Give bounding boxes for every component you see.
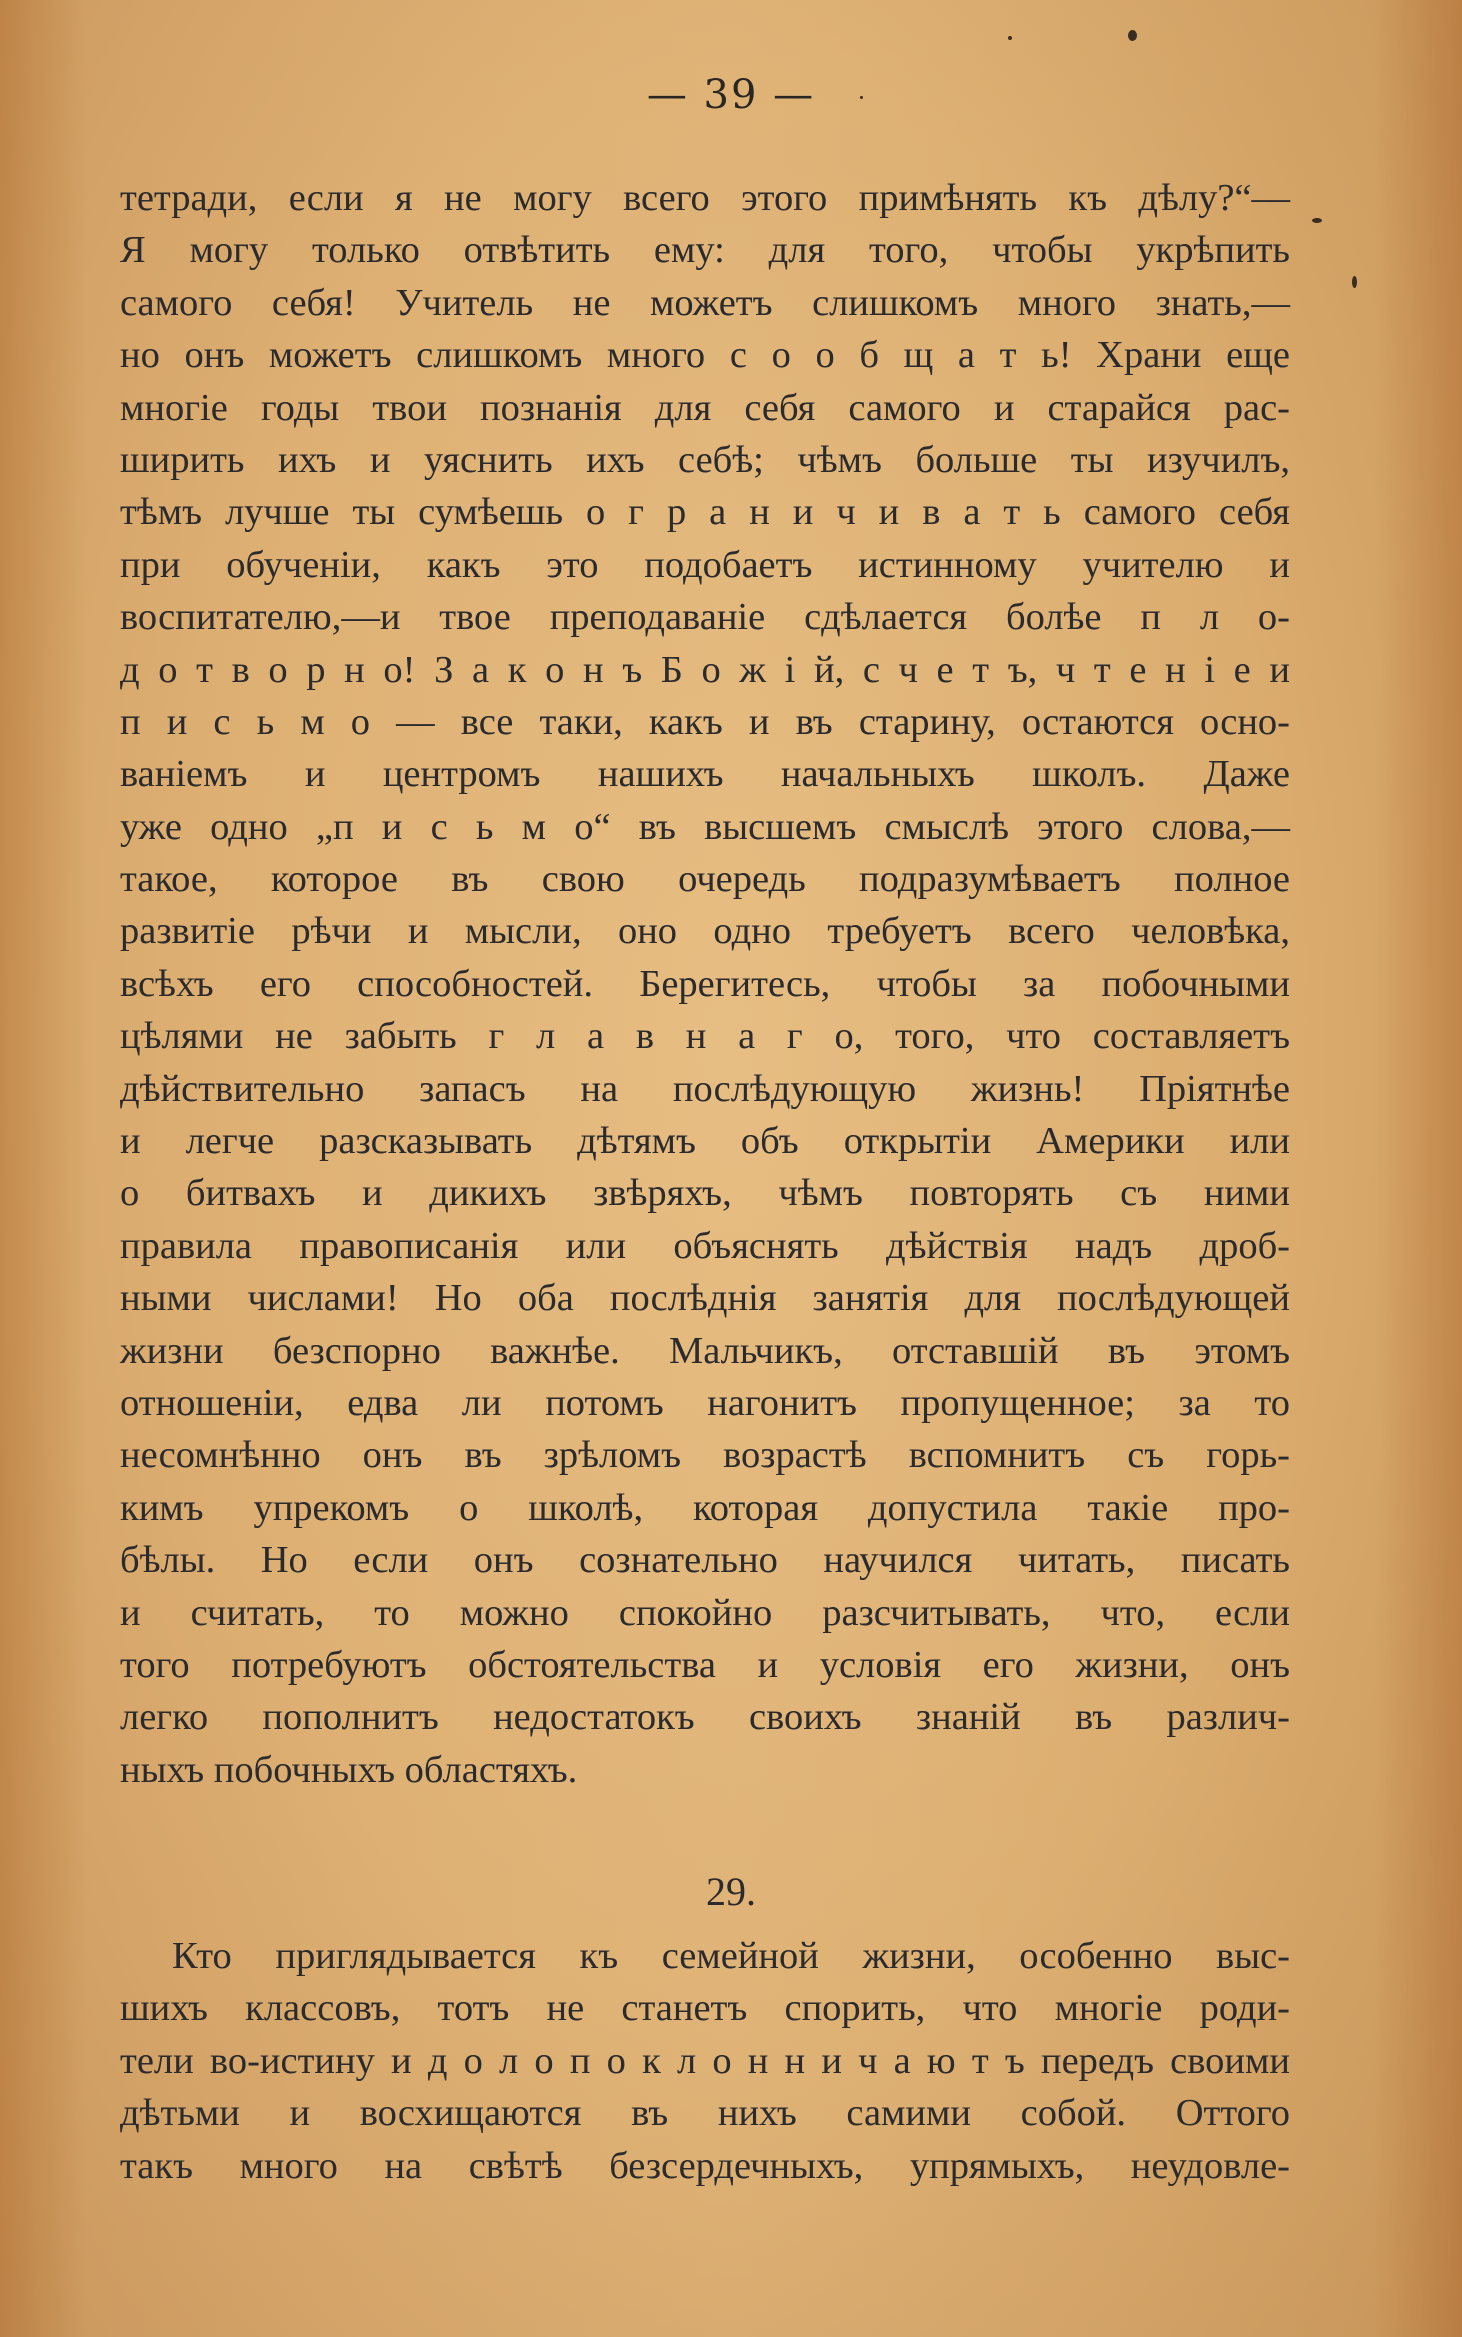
text-line: воспитателю,—и твое преподаваніе сдѣлается болѣе п л о- <box>120 596 1290 639</box>
text-line: о битвахъ и дикихъ звѣряхъ, чѣмъ повторять съ ними <box>120 1172 1290 1215</box>
text-line: Кто приглядывается къ семейной жизни, особенно выс- <box>172 1935 1290 1977</box>
text-line: такъ много на свѣтѣ безсердечныхъ, упрямыхъ, неудовле- <box>120 2144 1290 2187</box>
text-line: тѣмъ лучше ты сумѣешь о г р а н и ч и в а т ь самого себя <box>120 491 1290 534</box>
text-line: жизни безспорно важнѣе. Мальчикъ, отставшій въ этомъ <box>120 1329 1290 1372</box>
text-line: того потребуютъ обстоятельства и условія его жизни, онъ <box>120 1643 1290 1686</box>
ink-speck <box>1128 30 1137 41</box>
text-line: ныхъ побочныхъ областяхъ. <box>120 1748 578 1791</box>
section-number: 29. <box>706 1869 756 1914</box>
page-number: — 39 — <box>646 72 816 118</box>
text-line: уже одно „п и с ь м о“ въ высшемъ смыслѣ этого слова,— <box>120 805 1290 848</box>
paragraph-2 <box>120 1930 1290 2192</box>
text-line: при обученіи, какъ это подобаетъ истинному учителю и <box>120 543 1290 586</box>
paragraph-1 <box>120 172 1290 1796</box>
text-line: такое, которое въ свою очередь подразумѣваетъ полное <box>120 858 1290 901</box>
text-line: тетради, если я не могу всего этого примѣнять къ дѣлу?“— <box>120 177 1290 219</box>
text-line: Я могу только отвѣтить ему: для того, чтобы укрѣпить <box>120 229 1290 272</box>
ink-speck <box>860 96 863 99</box>
text-line: тели во-истину и д о л о п о к л о н н и ч а ю т ъ передъ своими <box>120 2039 1290 2082</box>
text-line: несомнѣнно онъ въ зрѣломъ возрастѣ вспомнитъ съ горь- <box>120 1434 1290 1477</box>
text-line: шихъ классовъ, тотъ не станетъ спорить, что многіе роди- <box>120 1987 1290 2030</box>
text-line: бѣлы. Но если онъ сознательно научился читать, писать <box>120 1539 1290 1582</box>
text-line: многіе годы твои познанія для себя самого и старайся рас- <box>120 386 1290 429</box>
text-line: цѣлями не забыть г л а в н а г о, того, что составляетъ <box>120 1015 1290 1058</box>
text-line: самого себя! Учитель не можетъ слишкомъ много знать,— <box>120 281 1290 324</box>
text-line: развитіе рѣчи и мысли, оно одно требуетъ всего человѣка, <box>120 910 1290 953</box>
text-line: но онъ можетъ слишкомъ много с о о б щ а т ь! Храни еще <box>120 334 1290 377</box>
text-line: легко пополнитъ недостатокъ своихъ знаній въ различ- <box>120 1696 1290 1739</box>
text-line: всѣхъ его способностей. Берегитесь, чтобы за побочными <box>120 962 1290 1005</box>
text-line: дѣйствительно запасъ на послѣдующую жизнь! Пріятнѣе <box>120 1067 1290 1110</box>
ink-speck <box>1352 276 1357 288</box>
text-line: кимъ упрекомъ о школѣ, которая допустила такіе про- <box>120 1486 1290 1529</box>
text-line: и легче разсказывать дѣтямъ объ открытіи Америки или <box>120 1120 1290 1163</box>
text-line: п и с ь м о — все таки, какъ и въ старину, остаются осно- <box>120 700 1290 743</box>
text-line: ширить ихъ и уяснить ихъ себѣ; чѣмъ больше ты изучилъ, <box>120 438 1290 481</box>
text-line: ваніемъ и центромъ нашихъ начальныхъ школъ. Даже <box>120 753 1290 796</box>
text-line: ными числами! Но оба послѣднія занятія для послѣдующей <box>120 1277 1290 1320</box>
ink-speck <box>1312 218 1322 223</box>
text-line: отношеніи, едва ли потомъ нагонитъ пропущенное; за то <box>120 1381 1290 1424</box>
text-line: правила правописанія или объяснять дѣйствія надъ дроб- <box>120 1224 1290 1267</box>
ink-speck <box>1008 36 1012 40</box>
text-line: дѣтьми и восхищаются въ нихъ самими собой. Оттого <box>120 2092 1290 2135</box>
text-line: д о т в о р н о! З а к о н ъ Б о ж і й, с ч е т ъ, ч т е н і е и <box>120 648 1290 691</box>
text-line: и считать, то можно спокойно разсчитывать, что, если <box>120 1591 1290 1634</box>
